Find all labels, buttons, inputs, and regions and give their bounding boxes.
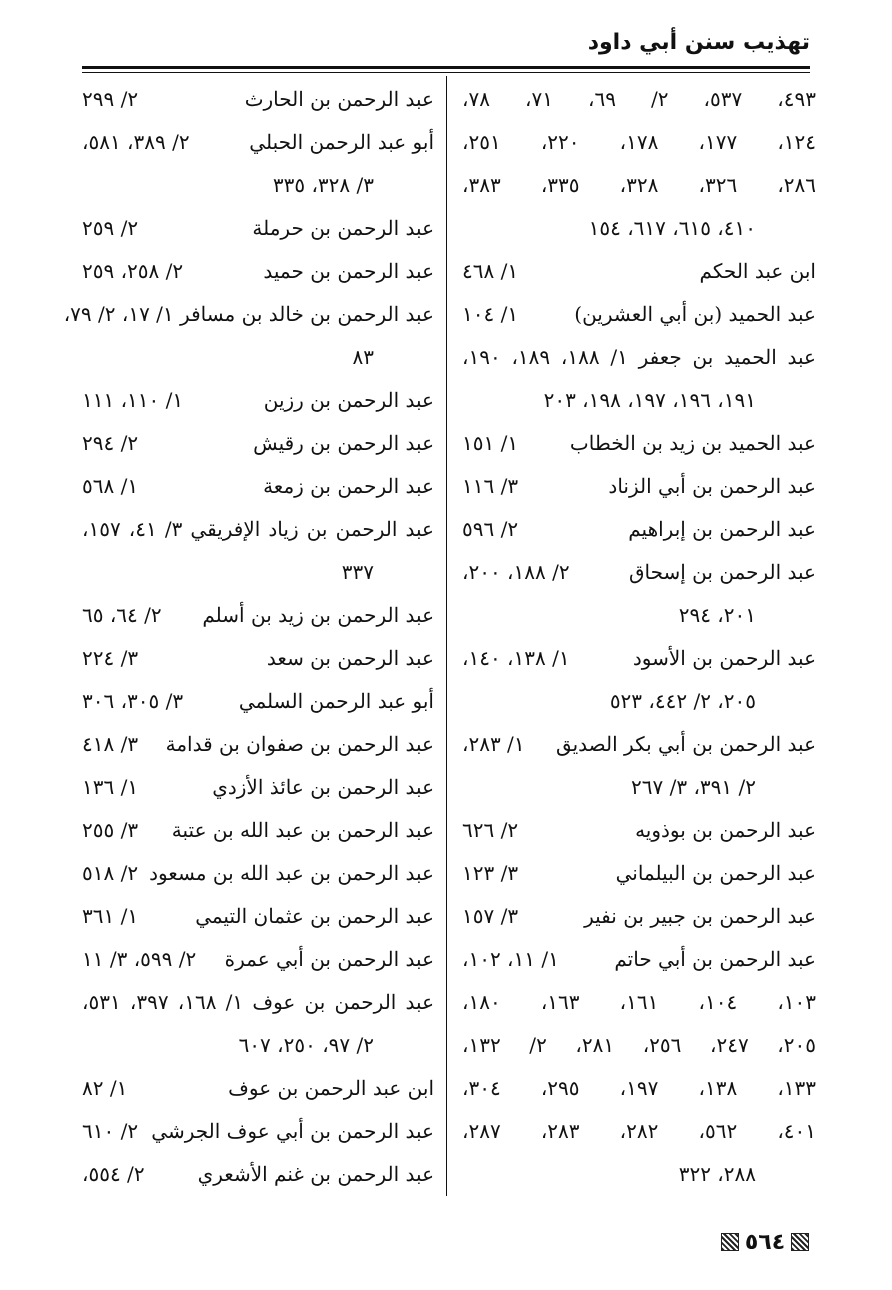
entry-name: عبد الرحمن بن صفوان بن قدامة xyxy=(165,732,434,756)
entry-refs: ١/ ١١، ١٠٢، xyxy=(462,947,559,971)
entry-refs: ٣/ ١٥٧ xyxy=(462,904,519,928)
index-entry xyxy=(462,809,816,852)
index-entry xyxy=(462,250,816,293)
index-entry xyxy=(82,78,434,121)
entry-name: عبد الرحمن بن أبي عوف الجرشي xyxy=(151,1119,434,1143)
entry-name: ابن عبد الحكم xyxy=(699,259,816,283)
page-number: ٥٦٤ xyxy=(744,1229,786,1255)
index-entry-continuation: ٢٠١، ٢٩٤ xyxy=(678,603,756,627)
index-entry xyxy=(82,938,434,981)
entry-name: عبد الرحمن بن عائذ الأزدي xyxy=(212,775,434,799)
entry-refs: ٢/ ٦٤، ٦٥ xyxy=(82,603,162,627)
index-entry xyxy=(462,723,816,766)
index-entry xyxy=(462,293,816,336)
index-entry-continuation: ٤١٠، ٦١٥، ٦١٧، ١٥٤ xyxy=(588,216,756,240)
entry-name: عبد الرحمن بن رقيش xyxy=(253,431,434,455)
entry-refs: ٢/ ٥٩٩، ٣/ ١١ xyxy=(82,947,197,971)
entry-name: عبد الرحمن بن الأسود xyxy=(632,646,816,670)
entry-name: عبد الرحمن بن حميد xyxy=(263,259,434,283)
entry-name: عبد الرحمن بن إسحاق xyxy=(628,560,816,584)
index-entry xyxy=(462,465,816,508)
entry-refs: ٢/ ٥٥٤، xyxy=(82,1162,145,1186)
entry-refs: ١/ ٣٦١ xyxy=(82,904,139,928)
index-entry-line: ٤٠١، ٥٦٢، ٢٨٢، ٢٨٣، ٢٨٧، xyxy=(462,1119,817,1143)
index-entry-line: ٤٩٣، ٥٣٧، ٢/ ٦٩، ٧١، ٧٨، xyxy=(462,87,816,111)
entry-name: عبد الرحمن بن غنم الأشعري xyxy=(197,1162,434,1186)
index-entry xyxy=(82,723,434,766)
entry-refs: ١/ ٢٨٣، xyxy=(462,732,525,756)
entry-refs: ٢/ ٦١٠ xyxy=(82,1119,139,1143)
index-entry xyxy=(82,121,434,164)
entry-refs: ٢/ ٢٩٩ xyxy=(82,87,139,111)
entry-name: عبد الرحمن بن عثمان التيمي xyxy=(195,904,434,928)
entry-refs: ٣/ ١١٦ xyxy=(462,474,519,498)
entry-name: عبد الرحمن بن سعد xyxy=(266,646,434,670)
entry-refs: ١/ ٨٢ xyxy=(82,1076,128,1100)
index-entry xyxy=(82,379,434,422)
entry-name: عبد الرحمن بن زمعة xyxy=(263,474,434,498)
entry-refs: ٢/ ٢٥٩ xyxy=(82,216,139,240)
entry-refs: ١/ ٤٦٨ xyxy=(462,259,519,283)
index-entry-continuation: ٢٨٨، ٣٢٢ xyxy=(678,1162,756,1186)
index-column-left xyxy=(63,78,435,1196)
entry-name: عبد الرحمن بن أبي عمرة xyxy=(224,947,434,971)
header-rule-thick xyxy=(82,66,810,69)
entry-name: عبد الحميد بن زيد بن الخطاب xyxy=(569,431,816,455)
entry-refs: ٢/ ٥٩٦ xyxy=(462,517,519,541)
index-entry xyxy=(82,465,434,508)
entry-refs: ١/ ٥٦٨ xyxy=(82,474,139,498)
index-entry-continuation: ٣/ ٣٢٨، ٣٣٥ xyxy=(272,173,374,197)
entry-refs: ٢/ ٥١٨ xyxy=(82,861,139,885)
index-entry xyxy=(462,938,816,981)
entry-name: عبد الرحمن بن عبد الله بن مسعود xyxy=(149,861,434,885)
index-entry-continuation: ٣٣٧ xyxy=(341,560,374,584)
index-entry xyxy=(462,508,816,551)
index-entry xyxy=(82,250,434,293)
running-header-title: تهذيب سنن أبي داود xyxy=(587,30,810,55)
index-entry xyxy=(82,809,434,852)
entry-name: عبد الرحمن بن البيلماني xyxy=(615,861,816,885)
entry-refs: ٢/ ٢٩٤ xyxy=(82,431,139,455)
index-entry xyxy=(82,1110,434,1153)
ornament-icon xyxy=(721,1233,739,1251)
entry-refs: ١/ ١٣٨، ١٤٠، xyxy=(462,646,570,670)
index-entry-line: عبد الرحمن بن زياد الإفريقي ٣/ ٤١، ١٥٧، xyxy=(82,517,434,541)
entry-name: عبد الرحمن بن حرملة xyxy=(252,216,434,240)
index-entry xyxy=(82,594,434,637)
column-divider xyxy=(446,76,447,1196)
entry-refs: ٣/ ٤١٨ xyxy=(82,732,139,756)
index-entry xyxy=(82,207,434,250)
index-entry-continuation: ٢/ ٩٧، ٢٥٠، ٦٠٧ xyxy=(238,1033,374,1057)
entry-name: ابن عبد الرحمن بن عوف xyxy=(228,1076,434,1100)
entry-name: عبد الرحمن بن أبي حاتم xyxy=(614,947,816,971)
index-entry xyxy=(462,895,816,938)
index-entry xyxy=(82,422,434,465)
index-entry xyxy=(462,422,816,465)
entry-refs: ١/ ١٠٤ xyxy=(462,302,519,326)
index-entry xyxy=(82,895,434,938)
index-entry-continuation: ٢/ ٣٩١، ٣/ ٢٦٧ xyxy=(631,775,756,799)
index-entry xyxy=(462,637,816,680)
index-column-right xyxy=(462,78,816,1196)
entry-name: عبد الرحمن بن جبير بن نفير xyxy=(584,904,816,928)
entry-refs: ٣/ ١٢٣ xyxy=(462,861,519,885)
index-entry xyxy=(82,1067,434,1110)
index-entry xyxy=(82,637,434,680)
entry-refs: ٣/ ٢٢٤ xyxy=(82,646,139,670)
entry-name: عبد الرحمن بن عبد الله بن عتبة xyxy=(171,818,434,842)
index-entry-line: ٢٠٥، ٢٤٧، ٢٥٦، ٢٨١، ٢/ ١٣٢، xyxy=(462,1033,816,1057)
entry-name: عبد الرحمن بن أبي الزناد xyxy=(608,474,816,498)
entry-name: عبد الرحمن بن بوذويه xyxy=(635,818,816,842)
index-entry-line: عبد الحميد بن جعفر ١/ ١٨٨، ١٨٩، ١٩٠، xyxy=(462,345,816,369)
header-rule-thin xyxy=(82,72,810,73)
index-entry-line: عبد الرحمن بن عوف ١/ ١٦٨، ٣٩٧، ٥٣١، xyxy=(82,990,435,1014)
entry-refs: ٢/ ٦٢٦ xyxy=(462,818,519,842)
index-entry xyxy=(82,852,434,895)
entry-name: أبو عبد الرحمن السلمي xyxy=(238,689,434,713)
index-entry-continuation: ١٩١، ١٩٦، ١٩٧، ١٩٨، ٢٠٣ xyxy=(543,388,756,412)
entry-name: عبد الرحمن بن الحارث xyxy=(244,87,434,111)
entry-refs: ٢/ ٢٥٨، ٢٥٩ xyxy=(82,259,184,283)
entry-name: أبو عبد الرحمن الحبلي xyxy=(249,130,434,154)
index-entry xyxy=(82,680,434,723)
index-entry xyxy=(462,551,816,594)
entry-name: عبد الرحمن بن رزين xyxy=(263,388,434,412)
entry-refs: ٢/ ٣٨٩، ٥٨١، xyxy=(82,130,190,154)
index-entry-line: ١٠٣، ١٠٤، ١٦١، ١٦٣، ١٨٠، xyxy=(462,990,817,1014)
index-entry-line: ١٣٣، ١٣٨، ١٩٧، ٢٩٥، ٣٠٤، xyxy=(462,1076,817,1100)
index-entry-line: ٢٨٦، ٣٢٦، ٣٢٨، ٣٣٥، ٣٨٣، xyxy=(462,173,817,197)
index-entry-line: ١٢٤، ١٧٧، ١٧٨، ٢٢٠، ٢٥١، xyxy=(462,130,817,154)
page-footer xyxy=(710,1227,820,1257)
entry-refs: ١/ ١٣٦ xyxy=(82,775,139,799)
entry-refs: ٢/ ١٨٨، ٢٠٠، xyxy=(462,560,570,584)
index-entry-continuation: ٨٣ xyxy=(352,345,374,369)
entry-name: عبد الرحمن بن أبي بكر الصديق xyxy=(555,732,816,756)
index-entry xyxy=(82,766,434,809)
entry-refs: ٣/ ٣٠٥، ٣٠٦ xyxy=(82,689,184,713)
entry-name: عبد الحميد (بن أبي العشرين) xyxy=(574,302,816,326)
entry-name: عبد الرحمن بن زيد بن أسلم xyxy=(202,603,434,627)
entry-name: عبد الرحمن بن إبراهيم xyxy=(628,517,816,541)
ornament-icon xyxy=(791,1233,809,1251)
entry-refs: ١/ ١١٠، ١١١ xyxy=(82,388,184,412)
index-entry xyxy=(82,1153,434,1196)
index-entry xyxy=(462,852,816,895)
index-entry-continuation: ٢٠٥، ٢/ ٤٤٢، ٥٢٣ xyxy=(609,689,756,713)
entry-refs: ١/ ١٥١ xyxy=(462,431,519,455)
entry-refs: ٣/ ٢٥٥ xyxy=(82,818,139,842)
index-entry-line: عبد الرحمن بن خالد بن مسافر ١/ ١٧، ٢/ ٧٩، xyxy=(63,302,434,326)
